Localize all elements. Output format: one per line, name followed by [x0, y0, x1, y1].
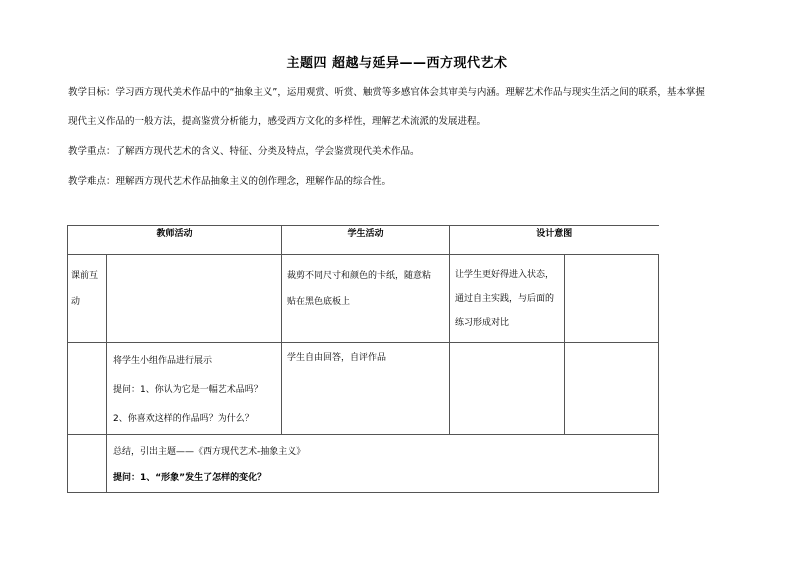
difficulties: 教学难点：理解西方现代艺术作品抽象主义的创作理念，理解作品的综合性。 — [68, 176, 392, 187]
teacher-line: 将学生小组作品进行展示 — [113, 356, 213, 366]
intent-line: 通过自主实践，与后面的 — [455, 294, 555, 304]
stage-cell — [68, 435, 107, 493]
document-title: 主题四 超越与延异——西方现代艺术 — [286, 56, 508, 71]
student-cell — [282, 343, 450, 435]
table-row — [68, 255, 659, 343]
student-cell — [282, 255, 450, 343]
table-row — [68, 435, 659, 493]
teacher-cell — [107, 343, 282, 435]
stage-cell — [68, 255, 107, 343]
intent-cell — [450, 343, 565, 435]
teacher-cell — [107, 255, 282, 343]
stage-label: 课前互动 — [71, 271, 99, 307]
intent-line: 练习形成对比 — [455, 318, 510, 328]
teacher-summary-cell — [107, 435, 659, 493]
summary-line: 总结，引出主题——《西方现代艺术-抽象主义》 — [113, 447, 306, 457]
student-line: 裁剪不同尺寸和颜色的卡纸，随意粘 — [287, 271, 432, 281]
key-points: 教学重点：了解西方现代艺术的含义、特征、分类及特点，学会鉴赏现代美术作品。 — [68, 146, 420, 157]
table-row — [68, 343, 659, 435]
header-teacher: 教师活动 — [68, 226, 282, 255]
question-line: 提问：1、“形象”发生了怎样的变化？ — [113, 473, 267, 483]
intent-line: 让学生更好得进入状态， — [455, 270, 555, 280]
extra-cell — [565, 255, 659, 343]
extra-cell — [565, 343, 659, 435]
student-line: 贴在黑色底板上 — [287, 297, 351, 307]
header-student: 学生活动 — [282, 226, 450, 255]
student-line: 学生自由回答，自评作品 — [287, 353, 387, 363]
intent-cell — [450, 255, 565, 343]
table-header-row — [68, 226, 659, 255]
objective-line-2: 现代主义作品的一般方法，提高鉴赏分析能力，感受西方文化的多样性，理解艺术流派的发展进程。 — [68, 116, 487, 127]
teacher-line: 提问：1、你认为它是一幅艺术品吗？ — [113, 385, 263, 395]
lesson-table — [67, 225, 659, 493]
header-intent: 设计意图 — [450, 226, 659, 255]
stage-cell — [68, 343, 107, 435]
teacher-line: 2、你喜欢这样的作品吗？为什么？ — [113, 414, 254, 424]
objective-line-1: 教学目标：学习西方现代美术作品中的“抽象主义”，运用观赏、听赏、触赏等多感官体会其审美与内涵。理解艺术作品与现实生活之间的联系，基本掌握 — [68, 87, 705, 98]
